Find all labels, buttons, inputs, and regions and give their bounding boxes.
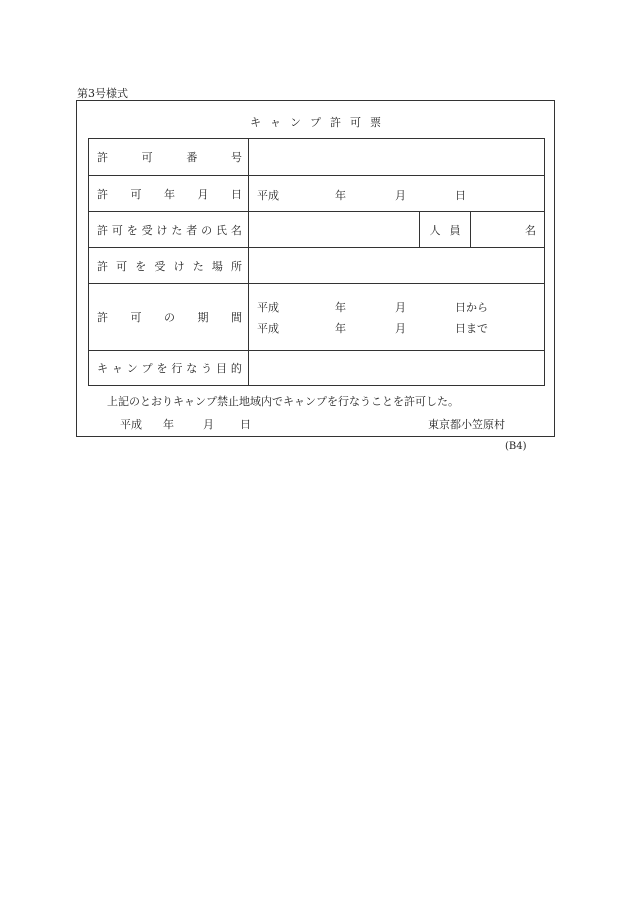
label-char: 者 — [186, 223, 198, 237]
label-char: け — [173, 259, 185, 273]
permit-table — [88, 138, 545, 386]
label-char: け — [156, 223, 168, 237]
label-permittee-name — [89, 212, 249, 247]
value-period[interactable] — [249, 284, 544, 350]
from-year-text: 年 — [335, 301, 346, 314]
to-year-text: 年 — [335, 322, 346, 335]
value-permit-number[interactable] — [249, 139, 544, 175]
sign-era-text: 平成 — [120, 418, 142, 431]
value-purpose[interactable] — [249, 351, 544, 385]
label-permit-number — [89, 139, 249, 175]
label-char: 許 — [97, 311, 108, 324]
row-permit-number — [89, 139, 544, 175]
from-era-text: 平成 — [257, 301, 279, 314]
label-char: を — [156, 362, 168, 375]
label-char: た — [171, 223, 183, 237]
label-char: 年 — [164, 187, 175, 201]
label-period — [89, 284, 249, 350]
label-char: の — [164, 311, 175, 324]
paper-size-note: (B4) — [505, 441, 527, 452]
label-char: 許 — [97, 223, 108, 237]
label-char: を — [135, 259, 147, 273]
label-purpose — [89, 351, 249, 385]
row-permit-date — [89, 175, 544, 211]
label-char: プ — [141, 362, 153, 375]
sign-month-text: 月 — [203, 418, 214, 431]
label-permit-date — [89, 176, 249, 211]
value-permit-date[interactable] — [249, 176, 544, 211]
label-char: う — [201, 362, 213, 375]
month-text: 月 — [395, 189, 406, 202]
label-char: キ — [97, 362, 108, 375]
label-char: 受 — [154, 259, 166, 273]
value-location[interactable] — [249, 248, 544, 283]
label-char: 行 — [171, 362, 183, 375]
label-char: 名 — [230, 223, 242, 237]
label-char: な — [186, 362, 198, 375]
from-month-text: 月 — [395, 301, 406, 314]
label-char: 可 — [130, 187, 142, 201]
label-char: 受 — [141, 223, 153, 237]
signature-date — [120, 416, 270, 430]
label-char: 可 — [111, 223, 123, 237]
permit-title: キャンプ許可票 — [250, 116, 390, 129]
label-char: 的 — [230, 362, 242, 375]
year-text: 年 — [335, 189, 346, 202]
label-char: ャ — [111, 362, 123, 375]
row-permittee-name — [89, 211, 544, 247]
label-char: 号 — [230, 151, 242, 164]
label-char: 日 — [231, 187, 242, 201]
label-char: 間 — [231, 311, 242, 324]
headcount-label: 人員 — [429, 223, 470, 237]
label-char: 可 — [116, 259, 128, 273]
label-char: 所 — [230, 259, 242, 273]
label-char: 可 — [141, 151, 153, 164]
from-day-text: 日から — [455, 301, 488, 314]
label-char: 許 — [97, 151, 108, 164]
sign-day-text: 日 — [240, 418, 251, 431]
label-char: 氏 — [216, 223, 227, 237]
row-purpose — [89, 350, 544, 385]
label-char: 許 — [97, 259, 108, 273]
value-permittee-name[interactable] — [249, 212, 544, 247]
label-char: 可 — [130, 311, 142, 324]
label-char: 許 — [97, 187, 108, 201]
label-char: の — [201, 223, 213, 237]
era-text: 平成 — [257, 189, 279, 202]
headcount-unit: 名 — [525, 223, 536, 237]
label-char: 番 — [186, 151, 198, 164]
to-era-text: 平成 — [257, 322, 279, 335]
sign-year-text: 年 — [163, 418, 174, 431]
label-char: 月 — [197, 187, 209, 201]
to-day-text: 日まで — [455, 322, 488, 335]
permission-statement: 上記のとおりキャンプ禁止地域内でキャンプを行なうことを許可した。 — [107, 395, 459, 408]
issuer-name: 東京都小笠原村 — [428, 418, 505, 431]
to-month-text: 月 — [395, 322, 406, 335]
label-char: 期 — [197, 311, 209, 324]
label-char: ン — [126, 362, 138, 375]
label-char: た — [192, 259, 204, 273]
label-char: 目 — [216, 362, 227, 375]
row-period — [89, 283, 544, 350]
label-char: を — [126, 223, 138, 237]
label-location — [89, 248, 249, 283]
form-number: 第3号様式 — [77, 87, 128, 100]
label-char: 場 — [211, 259, 223, 273]
permit-card — [76, 100, 555, 437]
row-location — [89, 247, 544, 283]
day-text: 日 — [455, 189, 466, 202]
